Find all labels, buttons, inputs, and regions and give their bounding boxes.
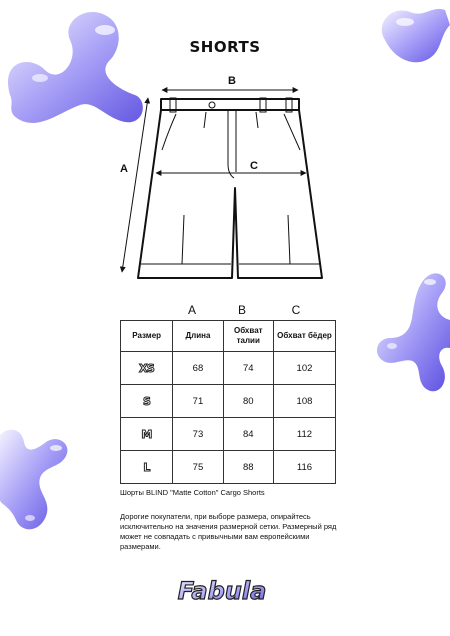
svg-text:Fabula: Fabula [177,577,267,605]
decorative-blob-right [370,268,450,403]
table-header-row [121,321,336,352]
header-size: Размер [121,321,173,352]
size-label: XS [138,361,155,375]
measure-a-label: A [120,163,128,175]
cell-length: 73 [173,418,223,451]
cell-length: 75 [173,451,223,484]
measure-b-label: B [228,75,236,87]
table-row [121,352,336,385]
table-row [121,451,336,484]
measure-a-arrow [122,98,148,272]
column-letter-c: C [291,303,301,317]
cell-waist: 74 [223,352,273,385]
product-caption: Шорты BLIND "Matte Cotton" Cargo Shorts [120,488,265,497]
column-letter-b: B [237,303,246,317]
cell-waist: 80 [223,385,273,418]
table-row [121,385,336,418]
cell-length: 71 [173,385,223,418]
cell-hips: 112 [273,418,335,451]
cell-length: 68 [173,352,223,385]
cell-hips: 116 [273,451,335,484]
decorative-blob-bottom-left [0,420,75,540]
size-label: L [143,460,150,474]
size-label: M [141,427,152,441]
cell-waist: 88 [223,451,273,484]
size-note: Дорогие покупатели, при выборе размера, опирайтесь исключительно на значения размерной сетки. Размерный ряд может не совпадать с привычными вам европейскими размерами. [120,512,337,551]
measure-c-label: C [250,160,258,172]
column-letter-a: A [187,303,196,317]
cell-hips: 102 [273,352,335,385]
cell-hips: 108 [273,385,335,418]
size-table [120,320,336,484]
size-label: S [142,394,151,408]
shorts-diagram [110,70,340,295]
page-title: SHORTS [189,38,261,56]
shorts-outline [138,99,322,278]
decorative-blob-top-right [370,0,450,70]
table-row [121,418,336,451]
header-waist: Обхват талии [223,321,273,352]
header-hips: Обхват бёдер [273,321,335,352]
header-length: Длина [173,321,223,352]
cell-waist: 84 [223,418,273,451]
brand-logo [172,567,272,609]
